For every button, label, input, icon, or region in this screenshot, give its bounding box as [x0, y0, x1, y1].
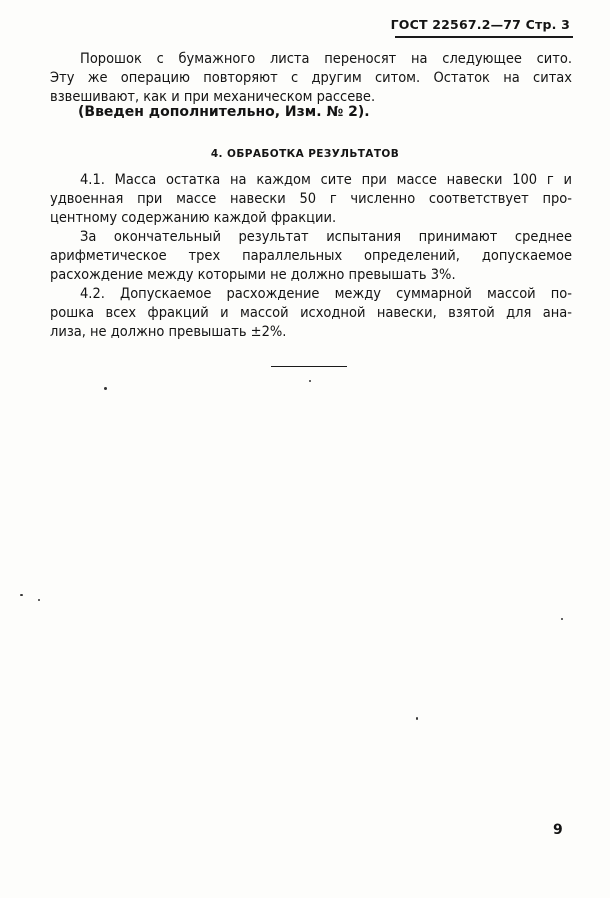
clause-4-1-continuation: [50, 228, 572, 285]
text-line: Эту же операцию повторяют с другим ситом. Остаток на ситах: [50, 70, 572, 86]
text-line: удвоенная при массе навески 50 г численно соответствует про-: [50, 191, 572, 207]
scan-speck: [561, 618, 563, 620]
clause-4-2: [50, 285, 572, 342]
end-rule: [271, 366, 347, 367]
scan-speck: [416, 717, 418, 720]
section-title: 4. ОБРАБОТКА РЕЗУЛЬТАТОВ: [210, 148, 400, 160]
top-paragraph: [50, 50, 572, 107]
text-line: арифметическое трех параллельных определений, допускаемое: [50, 248, 572, 264]
scan-speck: [38, 599, 40, 601]
page-header: ГОСТ 22567.2—77 Стр. 3: [390, 17, 570, 32]
scan-speck: [104, 387, 107, 390]
text-line: лиза, не должно превышать ±2%.: [50, 324, 287, 340]
text-line: Порошок с бумажного листа переносят на следующее сито.: [80, 51, 572, 67]
text-line: расхождение между которыми не должно превышать 3%.: [50, 267, 456, 283]
text-line: 4.2. Допускаемое расхождение между суммарной массой по-: [80, 286, 572, 302]
text-line: взвешивают, как и при механическом рассеве.: [50, 89, 376, 105]
scan-speck: [20, 594, 23, 596]
header-rule: [395, 36, 573, 38]
amendment-note: (Введен дополнительно, Изм. № 2).: [78, 104, 370, 120]
scan-speck: [309, 380, 311, 382]
text-line: За окончательный результат испытания принимают среднее: [80, 229, 572, 245]
page-number: 9: [553, 822, 563, 838]
clause-4-1: [50, 171, 572, 228]
text-line: рошка всех фракций и массой исходной навески, взятой для ана-: [50, 305, 572, 321]
text-line: центному содержанию каждой фракции.: [50, 210, 337, 226]
text-line: 4.1. Масса остатка на каждом сите при массе навески 100 г и: [80, 172, 572, 188]
